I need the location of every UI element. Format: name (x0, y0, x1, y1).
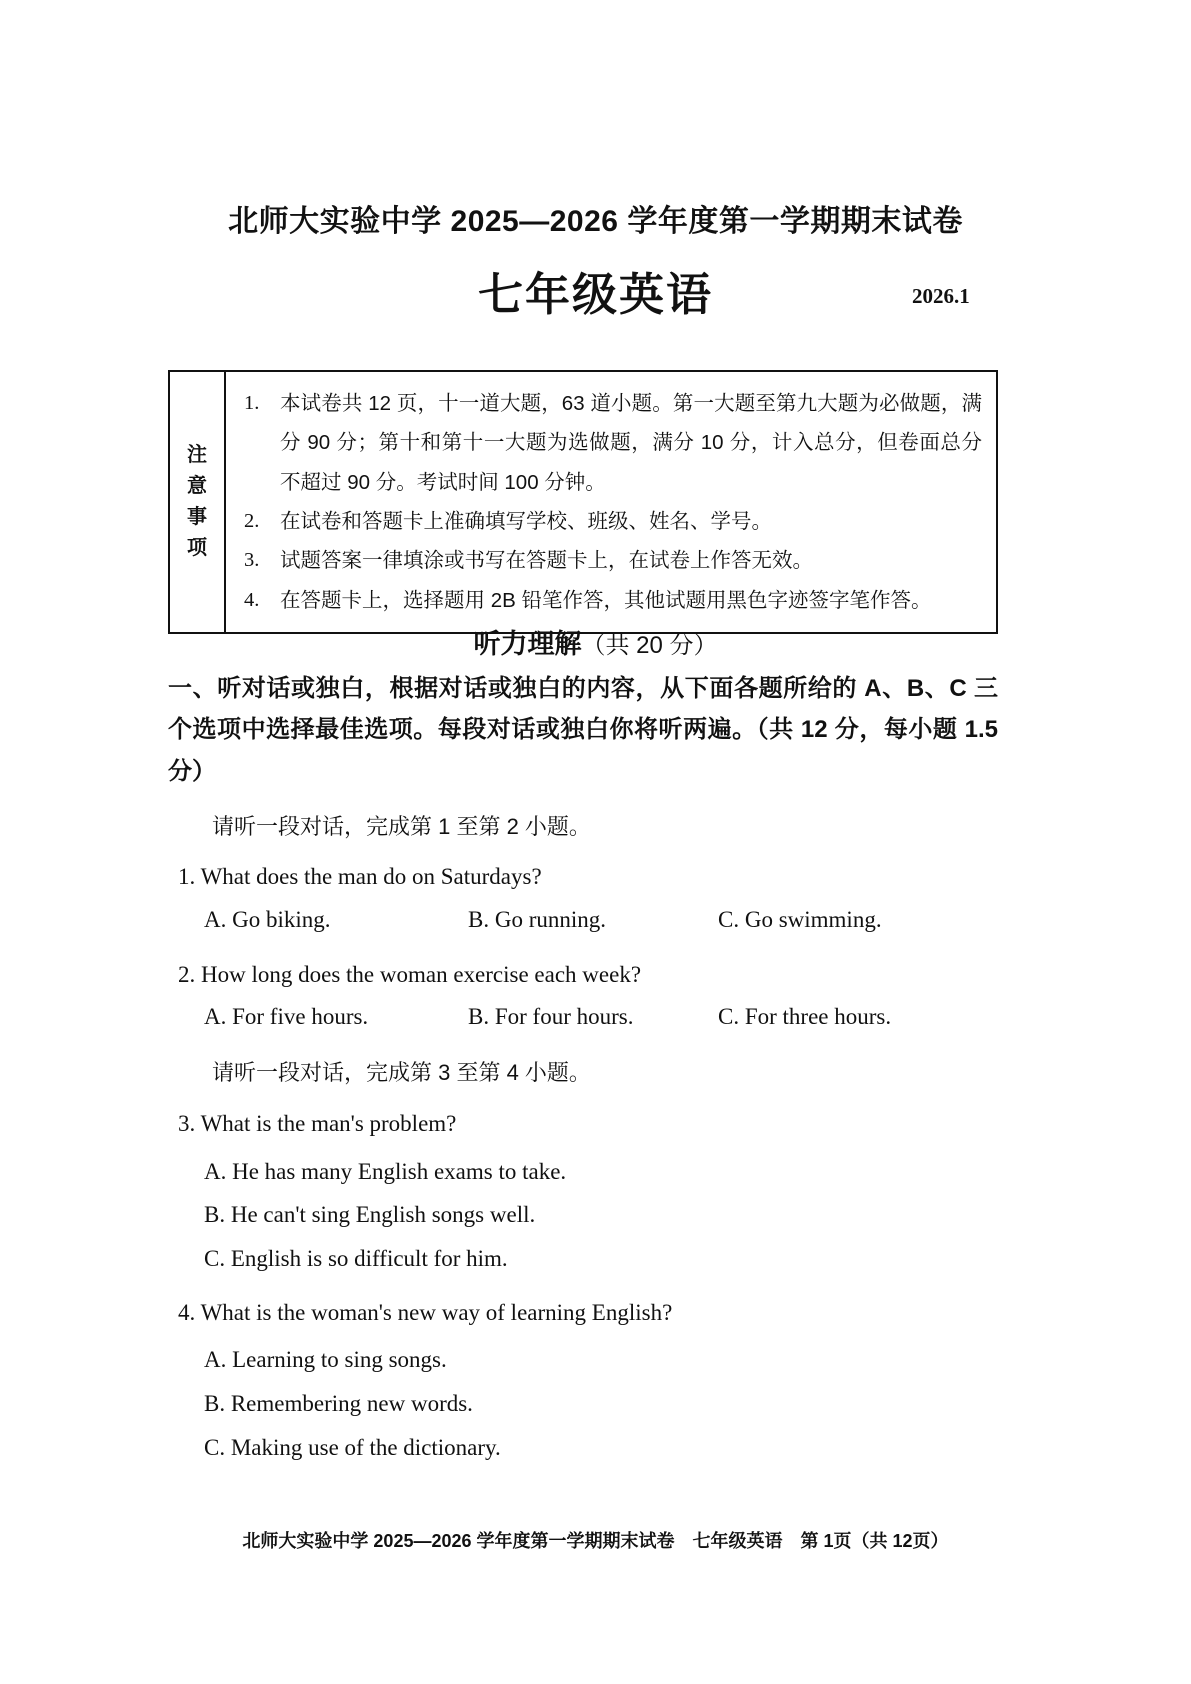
footer-subject: 七年级英语 (692, 1531, 783, 1551)
notice-box (168, 370, 998, 634)
sub-instruction-2: 请听一段对话，完成第 3 至第 4 小题。 (212, 1060, 591, 1086)
notice-item-text: 在答题卡上，选择题用 2B 铅笔作答，其他试题用黑色字迹签字笔作答。 (280, 588, 932, 612)
footer-exam-title: 北师大实验中学 2025—2026 学年度第一学期期末试卷 (242, 1531, 675, 1551)
question-stem: 1. What does the man do on Saturdays? (178, 864, 542, 890)
subject-row (0, 258, 1191, 322)
option-c[interactable]: C. English is so difficult for him. (204, 1245, 508, 1271)
notice-item (244, 502, 982, 541)
footer-page-number: 第 1页（共 12页） (800, 1531, 949, 1551)
question-options (168, 1000, 998, 1040)
question-stem: 3. What is the man's problem? (178, 1110, 457, 1136)
option-b[interactable]: B. For four hours. (468, 1004, 634, 1030)
question-options (168, 1338, 998, 1469)
option-a[interactable]: A. Go biking. (204, 906, 331, 932)
notice-item (244, 541, 982, 580)
subject-title: 七年级英语 (477, 269, 713, 320)
option-a[interactable]: A. Learning to sing songs. (204, 1347, 447, 1373)
option-c[interactable]: C. Making use of the dictionary. (204, 1434, 501, 1460)
notice-label-char-4: 项 (187, 537, 207, 560)
page-title: 北师大实验中学 2025—2026 学年度第一学期期末试卷 (228, 205, 963, 238)
notice-item-number: 2. (244, 510, 260, 533)
sub-instruction-1: 请听一段对话，完成第 1 至第 2 小题。 (212, 813, 591, 839)
section-heading-title: 听力理解 (473, 629, 582, 659)
option-a[interactable]: A. He has many English exams to take. (204, 1158, 567, 1184)
notice-item-number: 1. (244, 392, 260, 414)
option-c[interactable]: C. For three hours. (718, 1004, 892, 1030)
notice-label-char-1: 注 (187, 444, 207, 467)
notice-item-number: 4. (244, 588, 260, 611)
question-stem: 2. How long does the woman exercise each week? (178, 961, 642, 987)
exam-date: 2026.1 (912, 284, 970, 308)
notice-item-text: 本试卷共 12 页，十一道大题，63 道小题。第一大题至第九大题为必做题，满分 90 分；第十和第十一大题为选做题，满分 10 分，计入总分，但卷面总分不超过 90 分。考试时间 100 分钟。 (280, 392, 982, 494)
notice-item-number: 3. (244, 549, 260, 572)
option-b[interactable]: B. He can't sing English songs well. (204, 1202, 536, 1228)
notice-label-char-3: 事 (187, 506, 207, 529)
notice-item-text: 试题答案一律填涂或书写在答题卡上，在试卷上作答无效。 (280, 549, 813, 573)
notice-label-char-2: 意 (187, 475, 207, 498)
question-stem: 4. What is the woman's new way of learning English? (178, 1299, 673, 1325)
page-footer (0, 1527, 1191, 1553)
notice-body (226, 372, 996, 632)
section-heading-points: （共 20 分） (581, 632, 718, 659)
notice-item-text: 在试卷和答题卡上准确填写学校、班级、姓名、学号。 (280, 510, 772, 534)
section-heading (0, 622, 1191, 661)
part-one-instruction: 一、听对话或独白，根据对话或独白的内容，从下面各题所给的 A、B、C 三个选项中选择最佳选项。每段对话或独白你将听两遍。（共 12 分，每小题 1.5 分） (168, 675, 998, 785)
question-options (168, 1150, 998, 1281)
option-b[interactable]: B. Go running. (468, 906, 606, 932)
notice-item (244, 581, 982, 620)
notice-item (244, 384, 982, 502)
option-c[interactable]: C. Go swimming. (718, 906, 882, 932)
option-a[interactable]: A. For five hours. (204, 1004, 369, 1030)
main-content (168, 668, 998, 1469)
notice-label (170, 372, 226, 632)
question-options (168, 903, 998, 943)
option-b[interactable]: B. Remembering new words. (204, 1390, 473, 1416)
